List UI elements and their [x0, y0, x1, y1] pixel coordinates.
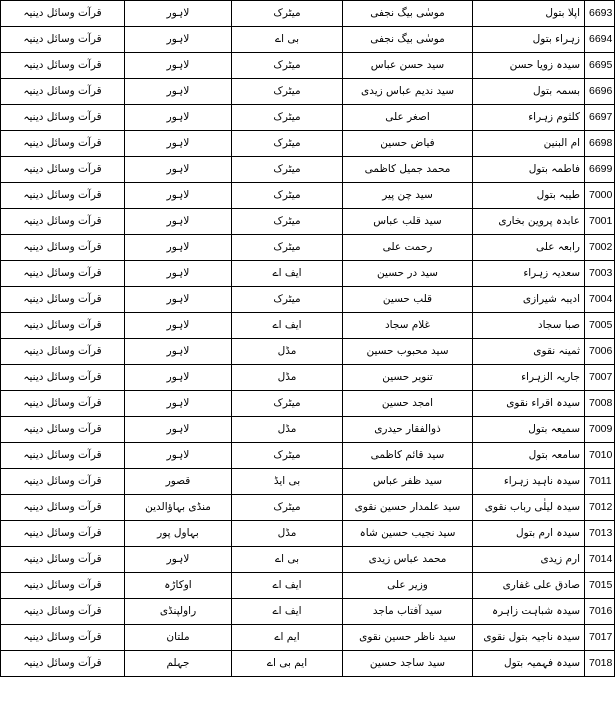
father-name-cell: سید در حسین: [343, 261, 473, 287]
student-name-cell: سیدہ اقراء نقوی: [473, 391, 585, 417]
father-name-cell: محمد عباس زیدی: [343, 547, 473, 573]
city-cell: لاہور: [125, 365, 232, 391]
city-cell: لاہور: [125, 1, 232, 27]
student-name-cell: سامعہ بتول: [473, 443, 585, 469]
table-row: [1, 183, 615, 209]
student-name-cell: ثمینہ نقوی: [473, 339, 585, 365]
table-row: [1, 573, 615, 599]
qualification-cell: مڈل: [232, 521, 343, 547]
serial-number-cell: 7017: [585, 625, 615, 651]
course-cell: قرآت وسائل دینیہ: [1, 339, 125, 365]
qualification-cell: میٹرک: [232, 79, 343, 105]
course-cell: قرآت وسائل دینیہ: [1, 547, 125, 573]
father-name-cell: قلب حسین: [343, 287, 473, 313]
father-name-cell: سید نجیب حسین شاہ: [343, 521, 473, 547]
course-cell: قرآت وسائل دینیہ: [1, 131, 125, 157]
city-cell: جہلم: [125, 651, 232, 677]
father-name-cell: سید حسن عباس: [343, 53, 473, 79]
course-cell: قرآت وسائل دینیہ: [1, 443, 125, 469]
city-cell: لاہور: [125, 547, 232, 573]
table-row: [1, 157, 615, 183]
student-name-cell: اپلا بتول: [473, 1, 585, 27]
student-name-cell: سیدہ ناہید زہراء: [473, 469, 585, 495]
course-cell: قرآت وسائل دینیہ: [1, 521, 125, 547]
student-name-cell: ام البنین: [473, 131, 585, 157]
student-name-cell: ادیبہ شیرازی: [473, 287, 585, 313]
course-cell: قرآت وسائل دینیہ: [1, 79, 125, 105]
serial-number-cell: 7011: [585, 469, 615, 495]
qualification-cell: بی اے: [232, 547, 343, 573]
student-name-cell: جاریہ الزہراء: [473, 365, 585, 391]
course-cell: قرآت وسائل دینیہ: [1, 27, 125, 53]
table-row: [1, 27, 615, 53]
course-cell: قرآت وسائل دینیہ: [1, 651, 125, 677]
serial-number-cell: 6695: [585, 53, 615, 79]
father-name-cell: موسٰی بیگ نجفی: [343, 1, 473, 27]
table-row: [1, 625, 615, 651]
qualification-cell: ایف اے: [232, 261, 343, 287]
qualification-cell: میٹرک: [232, 287, 343, 313]
course-cell: قرآت وسائل دینیہ: [1, 625, 125, 651]
student-name-cell: رابعہ علی: [473, 235, 585, 261]
city-cell: اوکاڑہ: [125, 573, 232, 599]
table-row: [1, 599, 615, 625]
table-row: [1, 209, 615, 235]
father-name-cell: تنویر حسین: [343, 365, 473, 391]
table-row: [1, 313, 615, 339]
serial-number-cell: 7002: [585, 235, 615, 261]
city-cell: بہاول پور: [125, 521, 232, 547]
father-name-cell: سید ظفر عباس: [343, 469, 473, 495]
qualification-cell: میٹرک: [232, 131, 343, 157]
serial-number-cell: 6694: [585, 27, 615, 53]
city-cell: لاہور: [125, 443, 232, 469]
father-name-cell: امجد حسین: [343, 391, 473, 417]
course-cell: قرآت وسائل دینیہ: [1, 313, 125, 339]
qualification-cell: ایم بی اے: [232, 651, 343, 677]
serial-number-cell: 7007: [585, 365, 615, 391]
student-name-cell: سیدہ فہمیہ بتول: [473, 651, 585, 677]
qualification-cell: میٹرک: [232, 105, 343, 131]
course-cell: قرآت وسائل دینیہ: [1, 53, 125, 79]
father-name-cell: غلام سجاد: [343, 313, 473, 339]
serial-number-cell: 6698: [585, 131, 615, 157]
table-row: [1, 391, 615, 417]
student-name-cell: فاطمہ بتول: [473, 157, 585, 183]
table-row: [1, 495, 615, 521]
father-name-cell: موسٰی بیگ نجفی: [343, 27, 473, 53]
father-name-cell: سید قلب عباس: [343, 209, 473, 235]
table-row: [1, 235, 615, 261]
table-row: [1, 651, 615, 677]
father-name-cell: محمد جمیل کاظمی: [343, 157, 473, 183]
table-row: [1, 53, 615, 79]
table-row: [1, 469, 615, 495]
city-cell: لاہور: [125, 131, 232, 157]
city-cell: قصور: [125, 469, 232, 495]
course-cell: قرآت وسائل دینیہ: [1, 105, 125, 131]
student-name-cell: زہراء بتول: [473, 27, 585, 53]
serial-number-cell: 7004: [585, 287, 615, 313]
table-row: [1, 521, 615, 547]
course-cell: قرآت وسائل دینیہ: [1, 495, 125, 521]
student-name-cell: ارم زیدی: [473, 547, 585, 573]
city-cell: لاہور: [125, 287, 232, 313]
qualification-cell: میٹرک: [232, 495, 343, 521]
city-cell: لاہور: [125, 235, 232, 261]
table-row: [1, 417, 615, 443]
qualification-cell: میٹرک: [232, 157, 343, 183]
serial-number-cell: 7001: [585, 209, 615, 235]
serial-number-cell: 6696: [585, 79, 615, 105]
course-cell: قرآت وسائل دینیہ: [1, 573, 125, 599]
serial-number-cell: 7006: [585, 339, 615, 365]
student-name-cell: سیدہ لیلٰی رباب نقوی: [473, 495, 585, 521]
qualification-cell: میٹرک: [232, 235, 343, 261]
serial-number-cell: 7014: [585, 547, 615, 573]
father-name-cell: سید محبوب حسین: [343, 339, 473, 365]
qualification-cell: میٹرک: [232, 53, 343, 79]
serial-number-cell: 7000: [585, 183, 615, 209]
course-cell: قرآت وسائل دینیہ: [1, 417, 125, 443]
student-name-cell: صبا سجاد: [473, 313, 585, 339]
student-name-cell: سمیعہ بتول: [473, 417, 585, 443]
student-name-cell: طیبہ بتول: [473, 183, 585, 209]
student-name-cell: سیدہ ناجیہ بتول نقوی: [473, 625, 585, 651]
student-name-cell: سیدہ شباہت زاہرہ: [473, 599, 585, 625]
qualification-cell: مڈل: [232, 365, 343, 391]
course-cell: قرآت وسائل دینیہ: [1, 365, 125, 391]
qualification-cell: میٹرک: [232, 209, 343, 235]
course-cell: قرآت وسائل دینیہ: [1, 235, 125, 261]
city-cell: لاہور: [125, 391, 232, 417]
student-name-cell: سیدہ زویا حسن: [473, 53, 585, 79]
serial-number-cell: 7010: [585, 443, 615, 469]
father-name-cell: سید ناظر حسین نقوی: [343, 625, 473, 651]
city-cell: راولپنڈی: [125, 599, 232, 625]
serial-number-cell: 7008: [585, 391, 615, 417]
city-cell: لاہور: [125, 339, 232, 365]
course-cell: قرآت وسائل دینیہ: [1, 1, 125, 27]
serial-number-cell: 7013: [585, 521, 615, 547]
father-name-cell: وزیر علی: [343, 573, 473, 599]
serial-number-cell: 7005: [585, 313, 615, 339]
father-name-cell: سید آفتاب ماجد: [343, 599, 473, 625]
table-row: [1, 105, 615, 131]
table-row: [1, 131, 615, 157]
city-cell: لاہور: [125, 183, 232, 209]
serial-number-cell: 7016: [585, 599, 615, 625]
table-row: [1, 261, 615, 287]
city-cell: لاہور: [125, 209, 232, 235]
city-cell: لاہور: [125, 105, 232, 131]
course-cell: قرآت وسائل دینیہ: [1, 287, 125, 313]
student-name-cell: سیدہ ارم بتول: [473, 521, 585, 547]
city-cell: ملتان: [125, 625, 232, 651]
serial-number-cell: 7012: [585, 495, 615, 521]
qualification-cell: ایف اے: [232, 573, 343, 599]
table-row: [1, 365, 615, 391]
course-cell: قرآت وسائل دینیہ: [1, 469, 125, 495]
qualification-cell: ایم اے: [232, 625, 343, 651]
course-cell: قرآت وسائل دینیہ: [1, 261, 125, 287]
table-row: [1, 339, 615, 365]
student-name-cell: صادق علی غفاری: [473, 573, 585, 599]
qualification-cell: مڈل: [232, 339, 343, 365]
city-cell: لاہور: [125, 157, 232, 183]
student-name-cell: عابدہ پروین بخاری: [473, 209, 585, 235]
father-name-cell: سید ندیم عباس زیدی: [343, 79, 473, 105]
qualification-cell: میٹرک: [232, 443, 343, 469]
serial-number-cell: 6697: [585, 105, 615, 131]
course-cell: قرآت وسائل دینیہ: [1, 599, 125, 625]
father-name-cell: رحمت علی: [343, 235, 473, 261]
student-name-cell: کلثوم زہراء: [473, 105, 585, 131]
student-name-cell: سعدیہ زہراء: [473, 261, 585, 287]
qualification-cell: بی اے: [232, 27, 343, 53]
father-name-cell: فیاض حسین: [343, 131, 473, 157]
father-name-cell: سید علمدار حسین نقوی: [343, 495, 473, 521]
city-cell: لاہور: [125, 261, 232, 287]
serial-number-cell: 7009: [585, 417, 615, 443]
table-row: [1, 547, 615, 573]
city-cell: منڈی بہاؤالدین: [125, 495, 232, 521]
table-row: [1, 287, 615, 313]
course-cell: قرآت وسائل دینیہ: [1, 183, 125, 209]
serial-number-cell: 6693: [585, 1, 615, 27]
qualification-cell: میٹرک: [232, 183, 343, 209]
qualification-cell: میٹرک: [232, 1, 343, 27]
serial-number-cell: 7003: [585, 261, 615, 287]
father-name-cell: سید چن پیر: [343, 183, 473, 209]
father-name-cell: سید ساجد حسین: [343, 651, 473, 677]
qualification-cell: ایف اے: [232, 313, 343, 339]
table-row: [1, 443, 615, 469]
course-cell: قرآت وسائل دینیہ: [1, 391, 125, 417]
father-name-cell: اصغر علی: [343, 105, 473, 131]
qualification-cell: مڈل: [232, 417, 343, 443]
student-name-cell: بسمہ بتول: [473, 79, 585, 105]
qualification-cell: بی ایڈ: [232, 469, 343, 495]
register-rows: [1, 1, 615, 677]
city-cell: لاہور: [125, 313, 232, 339]
course-cell: قرآت وسائل دینیہ: [1, 157, 125, 183]
serial-number-cell: 6699: [585, 157, 615, 183]
city-cell: لاہور: [125, 27, 232, 53]
table-row: [1, 79, 615, 105]
city-cell: لاہور: [125, 79, 232, 105]
city-cell: لاہور: [125, 417, 232, 443]
table-row: [1, 1, 615, 27]
serial-number-cell: 7018: [585, 651, 615, 677]
course-cell: قرآت وسائل دینیہ: [1, 209, 125, 235]
qualification-cell: میٹرک: [232, 391, 343, 417]
serial-number-cell: 7015: [585, 573, 615, 599]
father-name-cell: ذوالفقار حیدری: [343, 417, 473, 443]
qualification-cell: ایف اے: [232, 599, 343, 625]
city-cell: لاہور: [125, 53, 232, 79]
father-name-cell: سید قائم کاظمی: [343, 443, 473, 469]
